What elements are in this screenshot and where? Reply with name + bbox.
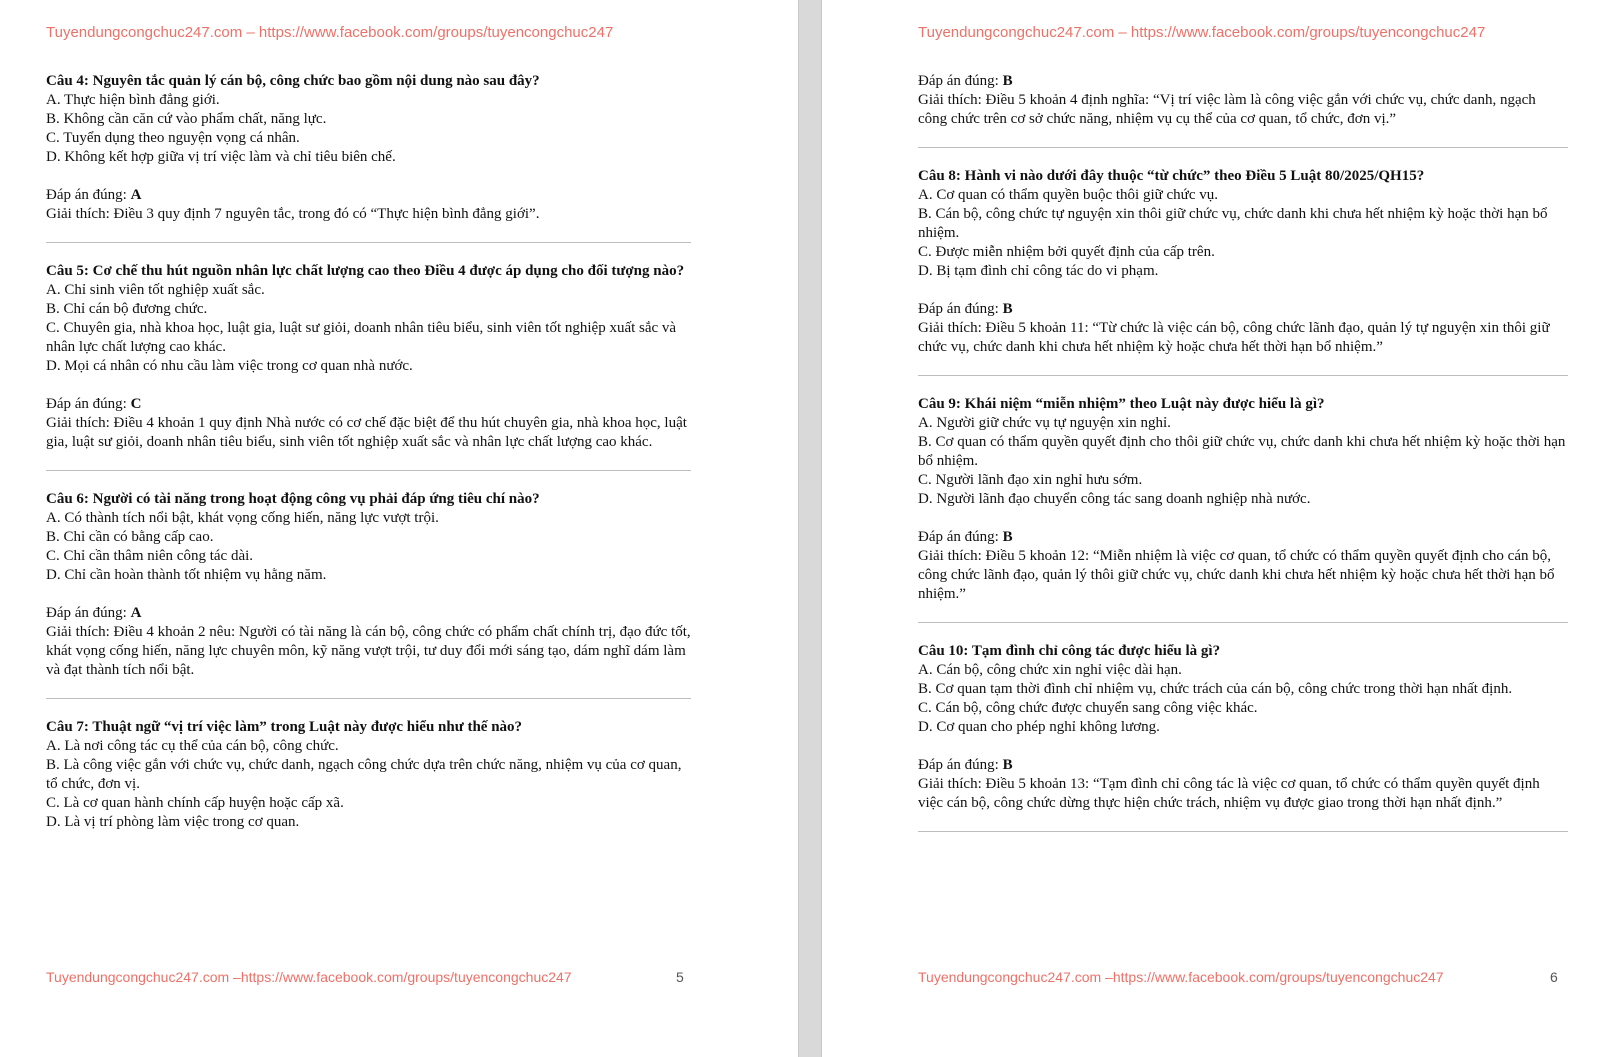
document-page-5 — [0, 0, 798, 1057]
answer-option: B. Không cần căn cứ vào phẩm chất, năng lực. — [46, 111, 327, 127]
section-divider — [918, 129, 1568, 148]
answer-option: A. Cán bộ, công chức xin nghỉ việc dài hạn. — [918, 662, 1182, 678]
question-block — [918, 167, 1568, 376]
section-divider — [918, 813, 1568, 832]
answer-option: B. Cán bộ, công chức tự nguyện xin thôi giữ chức vụ, chức danh khi chưa hết nhiệm kỳ hoặc thời hạn bổ nhiệm. — [918, 206, 1548, 241]
page-content — [918, 72, 1568, 851]
correct-answer-value: B — [1002, 529, 1013, 545]
correct-answer-value: A — [130, 605, 142, 621]
answer-option: B. Chỉ cán bộ đương chức. — [46, 301, 208, 317]
answer-option: D. Là vị trí phòng làm việc trong cơ quan. — [46, 814, 300, 830]
answer-option: D. Không kết hợp giữa vị trí việc làm và chỉ tiêu biên chế. — [46, 149, 396, 165]
section-divider — [46, 224, 691, 243]
answer-option: D. Người lãnh đạo chuyển công tác sang doanh nghiệp nhà nước. — [918, 491, 1311, 507]
correct-answer — [918, 528, 1568, 547]
correct-answer — [46, 186, 691, 205]
question-title: Câu 8: Hành vi nào dưới đây thuộc “từ chức” theo Điều 5 Luật 80/2025/QH15? — [918, 168, 1425, 184]
question-title: Câu 9: Khái niệm “miễn nhiệm” theo Luật này được hiểu là gì? — [918, 396, 1325, 412]
correct-answer-label: Đáp án đúng: — [918, 529, 1003, 545]
correct-answer-label: Đáp án đúng: — [46, 605, 131, 621]
question-title: Câu 5: Cơ chế thu hút nguồn nhân lực chất lượng cao theo Điều 4 được áp dụng cho đối tượng nào? — [46, 263, 685, 279]
answer-option: A. Thực hiện bình đẳng giới. — [46, 92, 220, 108]
correct-answer — [918, 756, 1568, 775]
section-divider — [918, 604, 1568, 623]
spacer — [918, 509, 1568, 528]
explanation-text: Giải thích: Điều 4 khoản 2 nêu: Người có tài năng là cán bộ, công chức có phẩm chất chính trị, đạo đức tốt, khát vọng cống hiến, năng lực chuyên môn, kỹ năng vượt trội, tư duy đổi mới sáng tạo, dám nghĩ dám làm và đạt thành tích nổi bật. — [46, 624, 691, 678]
correct-answer-label: Đáp án đúng: — [46, 396, 131, 412]
page-footer: Tuyendungcongchuc247.com –https://www.facebook.com/groups/tuyencongchuc247 — [918, 969, 1444, 985]
question-block — [918, 72, 1568, 148]
section-divider — [46, 452, 691, 471]
question-block — [46, 490, 691, 699]
question-block — [46, 262, 691, 471]
answer-option: B. Cơ quan có thẩm quyền quyết định cho thôi giữ chức vụ, chức danh khi chưa hết nhiệm kỳ hoặc thời hạn bổ nhiệm. — [918, 434, 1566, 469]
question-title: Câu 6: Người có tài năng trong hoạt động công vụ phải đáp ứng tiêu chí nào? — [46, 491, 540, 507]
answer-option: D. Bị tạm đình chỉ công tác do vi phạm. — [918, 263, 1159, 279]
spacer — [918, 737, 1568, 756]
page-footer: Tuyendungcongchuc247.com –https://www.facebook.com/groups/tuyencongchuc247 — [46, 969, 572, 985]
answer-option: C. Chuyên gia, nhà khoa học, luật gia, luật sư giỏi, doanh nhân tiêu biểu, sinh viên tốt nghiệp xuất sắc và nhân lực chất lượng cao khác. — [46, 320, 677, 355]
explanation-text: Giải thích: Điều 5 khoản 12: “Miễn nhiệm là việc cơ quan, tổ chức có thẩm quyền quyết định cho cán bộ, công chức lãnh đạo, quản lý thôi giữ chức vụ, chức danh khi chưa hết nhiệm kỳ hoặc chưa hết thời hạn bổ nhiệm.” — [918, 548, 1555, 602]
correct-answer — [46, 395, 691, 414]
answer-option: D. Cơ quan cho phép nghỉ không lương. — [918, 719, 1160, 735]
correct-answer-value: B — [1002, 301, 1013, 317]
correct-answer-label: Đáp án đúng: — [918, 73, 1003, 89]
correct-answer-value: C — [130, 396, 142, 412]
correct-answer — [46, 604, 691, 623]
answer-option: D. Chỉ cần hoàn thành tốt nhiệm vụ hằng năm. — [46, 567, 327, 583]
page-number: 6 — [1550, 969, 1558, 985]
answer-option: A. Cơ quan có thẩm quyền buộc thôi giữ chức vụ. — [918, 187, 1218, 203]
question-block — [46, 72, 691, 243]
correct-answer-label: Đáp án đúng: — [918, 301, 1003, 317]
question-title: Câu 10: Tạm đình chỉ công tác được hiểu là gì? — [918, 643, 1221, 659]
question-block — [918, 642, 1568, 832]
section-divider — [918, 357, 1568, 376]
page-header: Tuyendungcongchuc247.com – https://www.facebook.com/groups/tuyencongchuc247 — [918, 24, 1486, 41]
document-page-6 — [822, 0, 1600, 1057]
explanation-text: Giải thích: Điều 5 khoản 4 định nghĩa: “Vị trí việc làm là công việc gắn với chức vụ, chức danh, ngạch công chức trên cơ sở chức năng, nhiệm vụ cụ thể của cơ quan, tổ chức, đơn vị.” — [918, 92, 1536, 127]
answer-option: C. Được miễn nhiệm bởi quyết định của cấp trên. — [918, 244, 1215, 260]
page-header: Tuyendungcongchuc247.com – https://www.facebook.com/groups/tuyencongchuc247 — [46, 24, 614, 41]
spacer — [46, 376, 691, 395]
answer-option: B. Cơ quan tạm thời đình chỉ nhiệm vụ, chức trách của cán bộ, công chức trong thời hạn nhất định. — [918, 681, 1513, 697]
correct-answer — [918, 72, 1568, 91]
answer-option: C. Là cơ quan hành chính cấp huyện hoặc cấp xã. — [46, 795, 344, 811]
question-title: Câu 7: Thuật ngữ “vị trí việc làm” trong Luật này được hiểu như thế nào? — [46, 719, 523, 735]
correct-answer-value: B — [1002, 73, 1013, 89]
question-block — [46, 718, 691, 832]
answer-option: A. Có thành tích nổi bật, khát vọng cống hiến, năng lực vượt trội. — [46, 510, 439, 526]
explanation-text: Giải thích: Điều 3 quy định 7 nguyên tắc, trong đó có “Thực hiện bình đẳng giới”. — [46, 206, 540, 222]
page-gutter — [798, 0, 822, 1057]
answer-option: B. Chỉ cần có bằng cấp cao. — [46, 529, 214, 545]
question-title: Câu 4: Nguyên tắc quản lý cán bộ, công chức bao gồm nội dung nào sau đây? — [46, 73, 540, 89]
explanation-text: Giải thích: Điều 5 khoản 11: “Từ chức là việc cán bộ, công chức lãnh đạo, quản lý tự nguyện xin thôi giữ chức vụ, chức danh khi chưa hết nhiệm kỳ hoặc chưa hết thời hạn bổ nhiệm.” — [918, 320, 1550, 355]
spacer — [46, 585, 691, 604]
answer-option: C. Người lãnh đạo xin nghỉ hưu sớm. — [918, 472, 1143, 488]
question-block — [918, 395, 1568, 623]
correct-answer — [918, 300, 1568, 319]
answer-option: C. Cán bộ, công chức được chuyển sang công việc khác. — [918, 700, 1258, 716]
page-content — [46, 72, 691, 832]
section-divider — [46, 680, 691, 699]
answer-option: A. Chỉ sinh viên tốt nghiệp xuất sắc. — [46, 282, 265, 298]
answer-option: B. Là công việc gắn với chức vụ, chức danh, ngạch công chức dựa trên chức năng, nhiệm vụ của cơ quan, tổ chức, đơn vị. — [46, 757, 682, 792]
correct-answer-label: Đáp án đúng: — [46, 187, 131, 203]
answer-option: C. Chỉ cần thâm niên công tác dài. — [46, 548, 254, 564]
answer-option: C. Tuyển dụng theo nguyện vọng cá nhân. — [46, 130, 300, 146]
spacer — [46, 167, 691, 186]
answer-option: D. Mọi cá nhân có nhu cầu làm việc trong cơ quan nhà nước. — [46, 358, 413, 374]
spacer — [918, 281, 1568, 300]
page-number: 5 — [676, 969, 684, 985]
explanation-text: Giải thích: Điều 5 khoản 13: “Tạm đình chỉ công tác là việc cơ quan, tổ chức có thẩm quyền quyết định việc cán bộ, công chức dừng thực hiện chức trách, nhiệm vụ được giao trong thời hạn nhất định.” — [918, 776, 1540, 811]
correct-answer-value: A — [130, 187, 142, 203]
answer-option: A. Là nơi công tác cụ thể của cán bộ, công chức. — [46, 738, 339, 754]
answer-option: A. Người giữ chức vụ tự nguyện xin nghỉ. — [918, 415, 1171, 431]
correct-answer-label: Đáp án đúng: — [918, 757, 1003, 773]
explanation-text: Giải thích: Điều 4 khoản 1 quy định Nhà nước có cơ chế đặc biệt để thu hút chuyên gia, nhà khoa học, luật gia, luật sư giỏi, doanh nhân tiêu biểu, sinh viên tốt nghiệp xuất sắc và nhân lực chất lượng cao khác. — [46, 415, 687, 450]
correct-answer-value: B — [1002, 757, 1013, 773]
